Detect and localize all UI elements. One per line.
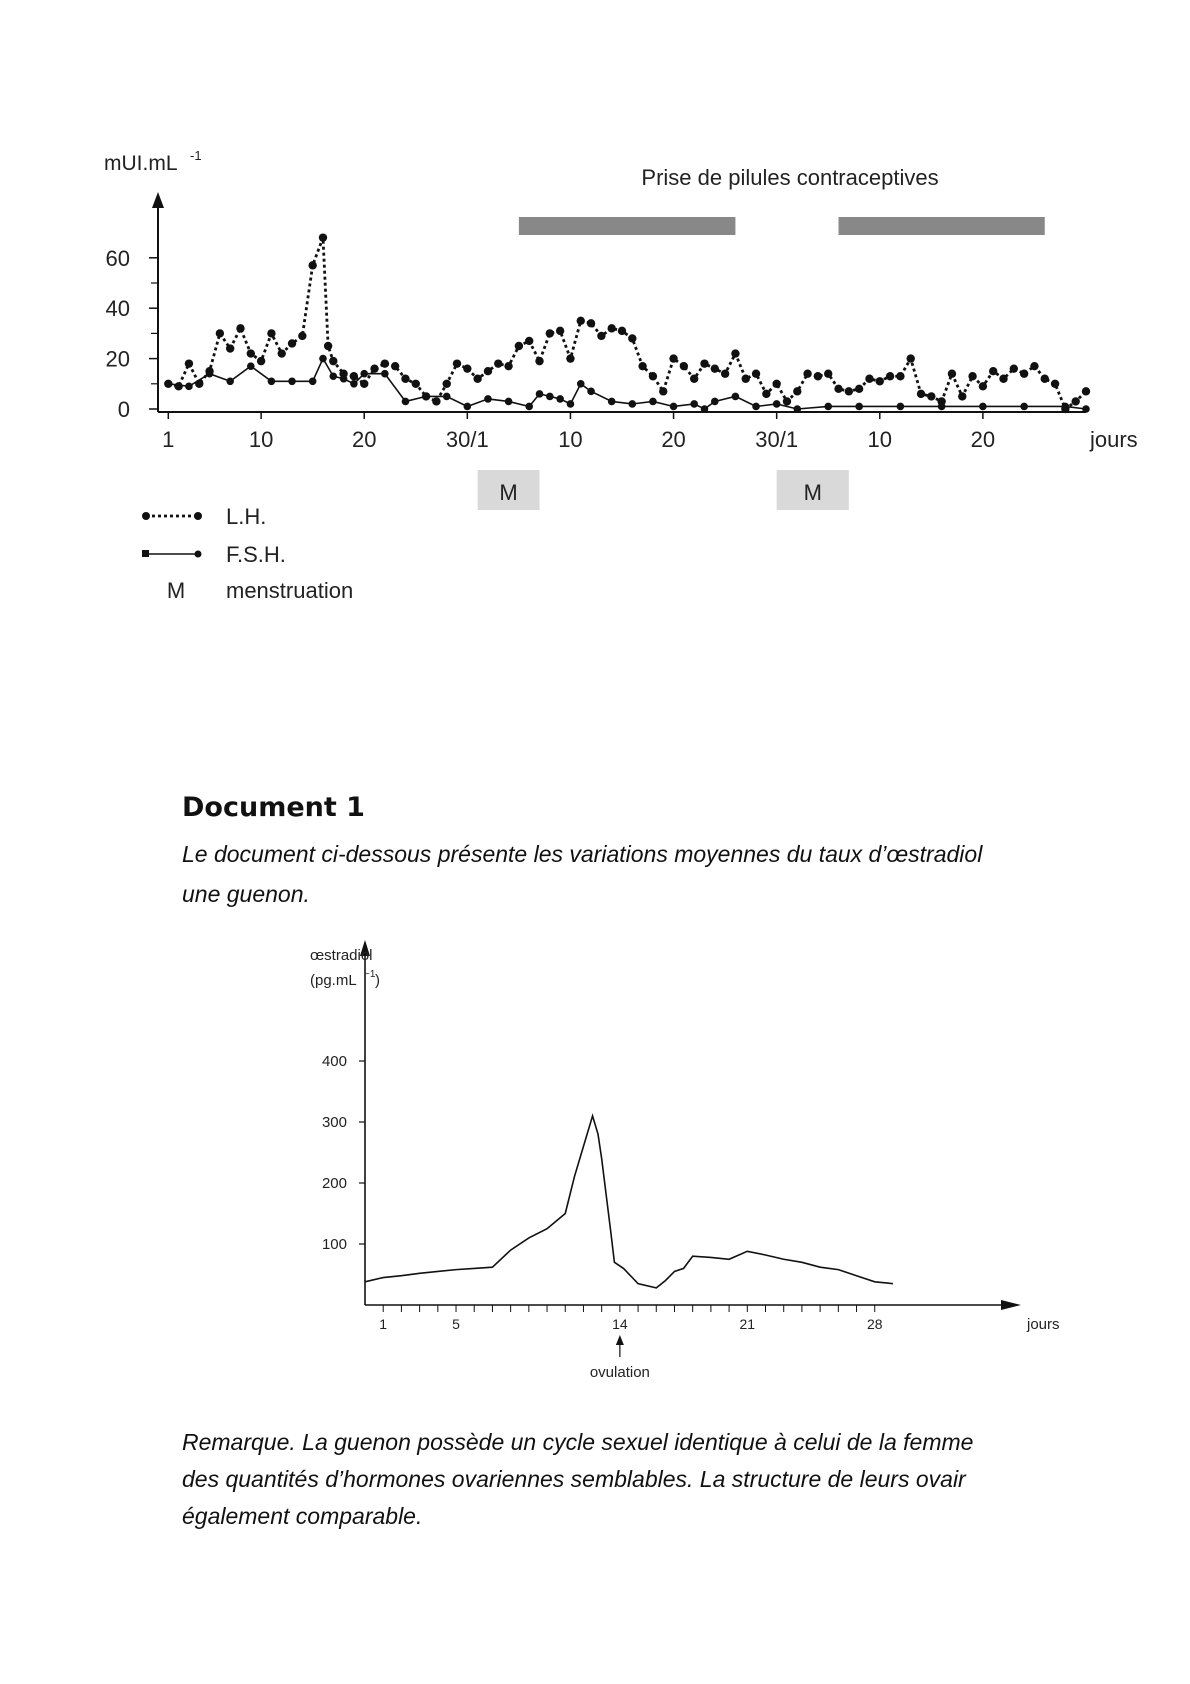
lh-point	[948, 370, 956, 378]
lh-point	[896, 372, 904, 380]
lh-point	[443, 380, 451, 388]
lh-point	[556, 327, 564, 335]
fsh-point	[309, 377, 317, 385]
oestradiol-series-line	[365, 1116, 893, 1288]
fsh-point	[690, 400, 698, 408]
fsh-point	[329, 372, 337, 380]
lh-point	[649, 372, 657, 380]
fsh-point	[422, 393, 430, 401]
fsh-point	[1020, 403, 1028, 411]
y-tick-label: 200	[321, 1175, 347, 1192]
lh-point	[979, 382, 987, 390]
fsh-point	[268, 377, 276, 385]
x-tick-label: 30/1	[445, 427, 489, 452]
x-axis-label: jours	[1027, 1316, 1060, 1333]
lh-point	[731, 349, 739, 357]
lh-point	[515, 342, 523, 350]
fsh-point	[443, 393, 451, 401]
pill-bar	[519, 217, 736, 235]
x-tick-label: 30/1	[755, 427, 799, 452]
y-axis-unit: (pg.mL	[310, 972, 357, 989]
chart-labels	[104, 148, 1138, 505]
y-tick-label: 0	[117, 397, 130, 422]
lh-point	[308, 261, 316, 269]
y-axis-unit-sup: −1	[364, 969, 376, 980]
lh-point	[535, 357, 543, 365]
lh-point	[968, 372, 976, 380]
fsh-point	[577, 380, 585, 388]
lh-point	[803, 370, 811, 378]
lh-point	[1030, 362, 1038, 370]
lh-point	[783, 397, 791, 405]
lh-point	[247, 349, 255, 357]
lh-point	[319, 233, 327, 241]
lh-point	[236, 324, 244, 332]
fsh-point	[587, 388, 595, 396]
fsh-point	[206, 370, 214, 378]
fsh-point	[670, 403, 678, 411]
x-tick-label: 14	[612, 1316, 628, 1332]
fsh-point	[319, 355, 327, 363]
lh-point	[350, 372, 358, 380]
menstruation-label: M	[499, 480, 518, 505]
fsh-point	[247, 362, 255, 370]
chart-legend	[142, 504, 353, 603]
fsh-point	[381, 370, 389, 378]
fsh-point	[556, 395, 564, 403]
hormone-chart	[0, 120, 1150, 620]
legend-lh-label: L.H.	[226, 504, 267, 529]
lh-point	[618, 327, 626, 335]
fsh-point	[938, 403, 946, 411]
fsh-point	[402, 398, 410, 406]
lh-point	[216, 329, 224, 337]
fsh-point	[360, 370, 368, 378]
legend-m-label: menstruation	[226, 578, 354, 603]
y-tick-label: 400	[321, 1053, 347, 1070]
y-axis-unit-end: )	[375, 972, 380, 989]
lh-point	[927, 392, 935, 400]
lh-point	[814, 372, 822, 380]
lh-point	[370, 364, 378, 372]
y-axis-label-sup: -1	[190, 148, 202, 163]
lh-point	[1051, 380, 1059, 388]
lh-point	[752, 370, 760, 378]
lh-point	[587, 319, 595, 327]
lh-point	[360, 380, 368, 388]
x-tick-label: 20	[970, 427, 996, 452]
fsh-point	[464, 403, 472, 411]
lh-point	[278, 349, 286, 357]
intro-line-2: une guenon.	[182, 881, 310, 907]
ovulation-arrow-head	[616, 1335, 624, 1345]
y-tick-label: 300	[321, 1114, 347, 1131]
fsh-point	[484, 395, 492, 403]
lh-point	[453, 359, 461, 367]
lh-point	[669, 354, 677, 362]
fsh-point	[608, 398, 616, 406]
lh-point	[711, 364, 719, 372]
x-axis-arrow	[1001, 1300, 1021, 1310]
fsh-point	[701, 405, 709, 413]
lh-point	[762, 390, 770, 398]
pill-bar-label: Prise de pilules contraceptives	[641, 165, 939, 190]
pill-periods	[478, 217, 1045, 510]
lh-point	[473, 375, 481, 383]
y-tick-label: 20	[105, 346, 130, 372]
fsh-point	[711, 398, 719, 406]
lh-point	[659, 387, 667, 395]
legend-fsh-label: F.S.H.	[226, 542, 286, 567]
x-tick-label: 10	[867, 427, 893, 452]
lh-point	[772, 380, 780, 388]
x-tick-label: 21	[739, 1316, 756, 1332]
y-tick-label: 60	[105, 245, 130, 271]
lh-point	[298, 332, 306, 340]
lh-point	[845, 387, 853, 395]
x-tick-label: 28	[866, 1316, 883, 1332]
fsh-point	[629, 400, 637, 408]
fsh-point	[165, 380, 173, 388]
fsh-point	[979, 403, 987, 411]
lh-point	[412, 380, 420, 388]
lh-point	[1041, 375, 1049, 383]
chart-series	[164, 233, 1090, 413]
x-tick-label: 10	[558, 427, 583, 452]
legend-lh-marker	[142, 512, 150, 520]
lh-point	[700, 359, 708, 367]
y-axis-label: mUI.mL	[104, 152, 178, 175]
x-tick-label: 20	[351, 427, 377, 452]
fsh-point	[546, 393, 554, 401]
y-tick-label: 100	[321, 1236, 347, 1253]
x-tick-label: 10	[248, 427, 274, 452]
lh-point	[824, 370, 832, 378]
fsh-point	[732, 393, 740, 401]
x-tick-label: 5	[452, 1316, 460, 1332]
x-axis-label: jours	[1090, 427, 1138, 452]
chart-axes	[359, 940, 1021, 1357]
chart-labels	[310, 947, 1060, 1381]
lh-point	[597, 332, 605, 340]
fsh-point	[897, 403, 905, 411]
lh-point	[638, 362, 646, 370]
lh-point	[484, 367, 492, 375]
fsh-point	[350, 380, 358, 388]
remark-paragraph	[182, 1424, 1082, 1535]
lh-point	[917, 390, 925, 398]
lh-point	[432, 397, 440, 405]
fsh-point	[793, 405, 801, 413]
x-tick-label: 1	[379, 1316, 388, 1332]
legend-fsh-marker	[195, 551, 202, 558]
legend-fsh-marker	[142, 550, 149, 557]
fsh-point	[340, 375, 348, 383]
document-intro	[182, 834, 1082, 914]
pill-bar	[839, 217, 1045, 235]
lh-point	[185, 359, 193, 367]
lh-point	[174, 382, 182, 390]
intro-line-1: Le document ci-dessous présente les variations moyennes du taux d’œstradiol	[182, 841, 983, 867]
fsh-point	[1062, 403, 1070, 411]
lh-point	[907, 354, 915, 362]
lh-point	[886, 372, 894, 380]
y-axis-arrow	[152, 192, 164, 208]
lh-point	[566, 354, 574, 362]
remark-line-3: également comparable.	[182, 1503, 423, 1529]
lh-point	[525, 337, 533, 345]
lh-point	[267, 329, 275, 337]
lh-point	[401, 375, 409, 383]
lh-point	[381, 359, 389, 367]
lh-point	[1010, 364, 1018, 372]
lh-point	[742, 375, 750, 383]
lh-point	[1071, 397, 1079, 405]
fsh-point	[185, 383, 193, 391]
document-title: Document 1	[182, 792, 365, 823]
lh-point	[793, 387, 801, 395]
ovulation-label: ovulation	[589, 1364, 650, 1381]
lh-point	[999, 375, 1007, 383]
lh-point	[628, 334, 636, 342]
lh-series-line	[168, 238, 1086, 409]
fsh-point	[505, 398, 513, 406]
y-tick-label: 40	[105, 296, 130, 322]
remark-line-2: des quantités d’hormones ovariennes semblables. La structure de leurs ovair	[182, 1466, 966, 1492]
lh-point	[1020, 370, 1028, 378]
lh-point	[463, 364, 471, 372]
lh-point	[577, 317, 585, 325]
legend-m-symbol: M	[166, 578, 186, 603]
menstruation-label: M	[803, 480, 822, 505]
fsh-point	[773, 400, 781, 408]
lh-point	[226, 344, 234, 352]
lh-point	[1082, 387, 1090, 395]
y-axis-label: œstradiol	[310, 947, 373, 964]
lh-point	[391, 362, 399, 370]
lh-point	[865, 375, 873, 383]
lh-point	[324, 342, 332, 350]
oestradiol-chart	[290, 930, 1090, 1400]
fsh-point	[525, 403, 533, 411]
fsh-point	[824, 403, 832, 411]
lh-point	[680, 362, 688, 370]
lh-point	[958, 392, 966, 400]
fsh-point	[855, 403, 863, 411]
chart-series	[365, 1116, 893, 1288]
legend-lh-marker	[194, 512, 202, 520]
lh-point	[607, 324, 615, 332]
remark-line-1: Remarque. La guenon possède un cycle sexuel identique à celui de la femme	[182, 1429, 974, 1455]
x-tick-label: 20	[661, 427, 686, 452]
lh-point	[329, 357, 337, 365]
lh-point	[855, 385, 863, 393]
fsh-point	[288, 377, 296, 385]
fsh-point	[1082, 405, 1090, 413]
lh-point	[504, 362, 512, 370]
fsh-point	[226, 377, 234, 385]
fsh-point	[536, 390, 544, 398]
lh-point	[288, 339, 296, 347]
lh-point	[876, 377, 884, 385]
fsh-point	[649, 398, 657, 406]
lh-point	[690, 375, 698, 383]
lh-point	[494, 359, 502, 367]
lh-point	[834, 385, 842, 393]
fsh-point	[567, 400, 575, 408]
x-tick-label: 1	[162, 427, 175, 452]
lh-point	[721, 370, 729, 378]
lh-point	[257, 357, 265, 365]
fsh-point	[752, 403, 760, 411]
lh-point	[989, 367, 997, 375]
lh-point	[546, 329, 554, 337]
